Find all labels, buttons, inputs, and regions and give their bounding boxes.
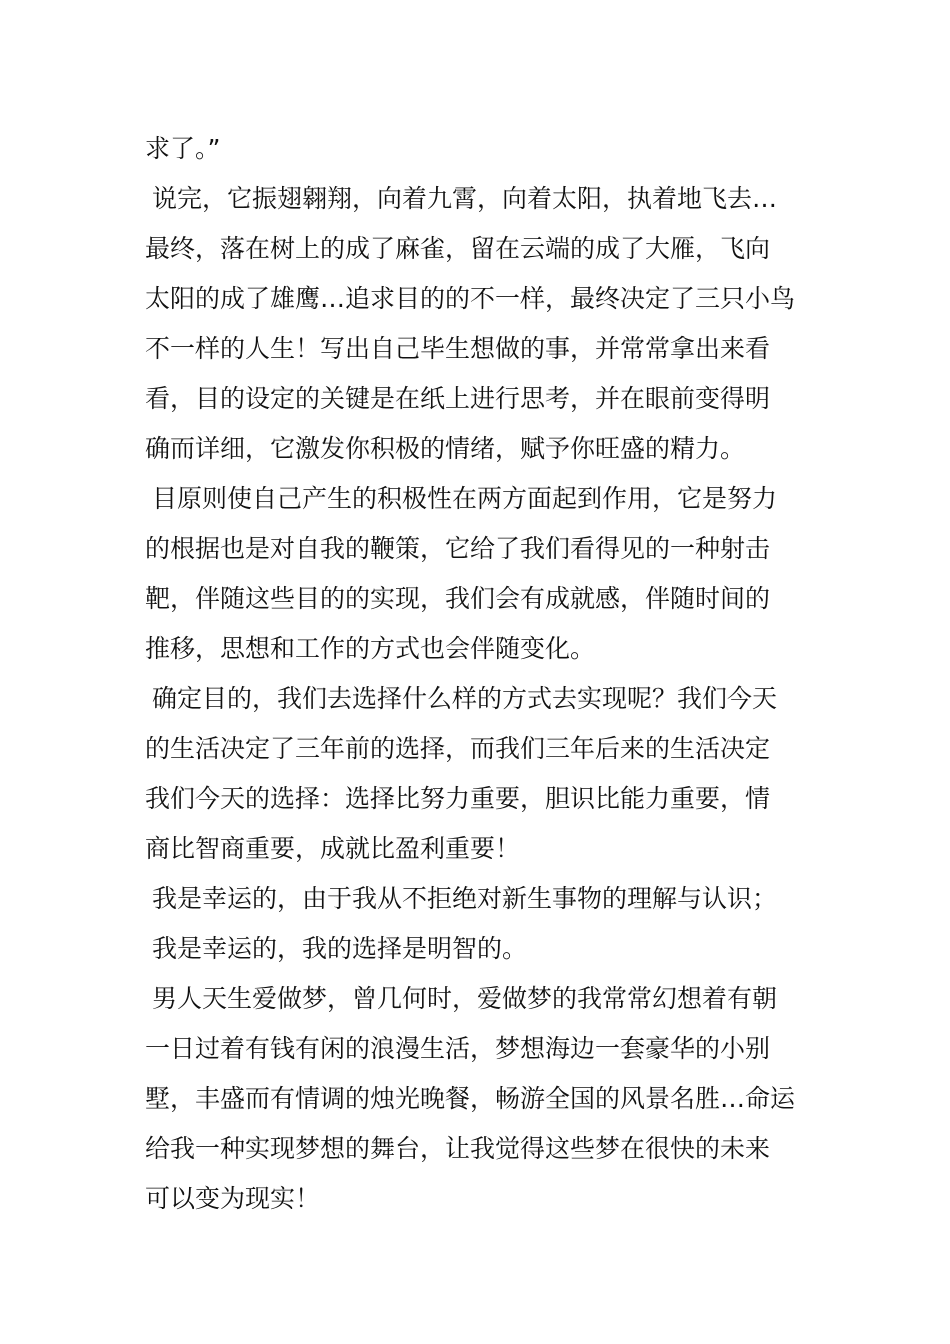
- text-line: 靶，伴随这些目的的实现，我们会有成就感，伴随时间的: [145, 584, 771, 613]
- text-line: 不一样的人生！写出自己毕生想做的事，并常常拿出来看: [145, 334, 771, 363]
- text-line: 太阳的成了雄鹰…追求目的的不一样，最终决定了三只小鸟: [145, 284, 796, 313]
- document-body: [145, 124, 810, 1224]
- text-line: 确定目的，我们去选择什么样的方式去实现呢？我们今天: [152, 684, 778, 713]
- text-line: 可以变为现实！: [145, 1184, 321, 1213]
- text-line: 说完，它振翅翱翔，向着九霄，向着太阳，执着地飞去…: [152, 184, 778, 213]
- text-line: 看，目的设定的关键是在纸上进行思考，并在眼前变得明: [145, 384, 771, 413]
- text-line: 男人天生爱做梦，曾几何时，爱做梦的我常常幻想着有朝: [152, 984, 778, 1013]
- text-line: 商比智商重要，成就比盈利重要！: [145, 834, 521, 863]
- text-line: 墅，丰盛而有情调的烛光晚餐，畅游全国的风景名胜…命运: [145, 1084, 796, 1113]
- text-line: 我们今天的选择：选择比努力重要，胆识比能力重要，情: [145, 784, 771, 813]
- text-line: 的根据也是对自我的鞭策，它给了我们看得见的一种射击: [145, 534, 771, 563]
- text-line: 一日过着有钱有闲的浪漫生活，梦想海边一套豪华的小别: [145, 1034, 771, 1063]
- text-line: 最终，落在树上的成了麻雀，留在云端的成了大雁，飞向: [145, 234, 771, 263]
- text-line: 我是幸运的，我的选择是明智的。: [152, 934, 528, 963]
- text-line: 给我一种实现梦想的舞台，让我觉得这些梦在很快的未来: [145, 1134, 771, 1163]
- text-line: 我是幸运的，由于我从不拒绝对新生事物的理解与认识；: [152, 884, 778, 913]
- text-line: 求了。”: [145, 134, 221, 163]
- text-line: 推移，思想和工作的方式也会伴随变化。: [145, 634, 596, 663]
- text-line: 确而详细，它激发你积极的情绪，赋予你旺盛的精力。: [145, 434, 746, 463]
- text-line: 的生活决定了三年前的选择，而我们三年后来的生活决定: [145, 734, 771, 763]
- text-line: 目原则使自己产生的积极性在两方面起到作用，它是努力: [152, 484, 778, 513]
